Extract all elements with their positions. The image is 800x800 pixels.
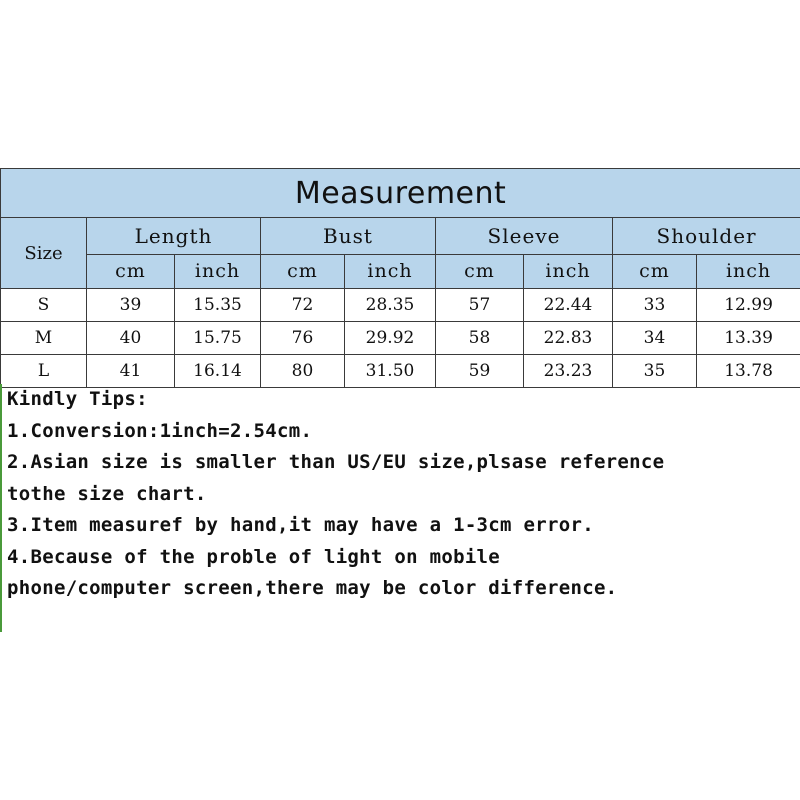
kindly-tips	[0, 384, 800, 632]
value-cell: 23.23	[524, 355, 613, 388]
unit-header-cm: cm	[613, 254, 697, 288]
value-cell: 76	[261, 322, 345, 355]
tips-heading: Kindly Tips:	[7, 388, 148, 410]
value-cell: 34	[613, 322, 697, 355]
table-title: Measurement	[1, 169, 800, 218]
tip-line: 4.Because of the proble of light on mobile	[7, 545, 501, 568]
table-row	[1, 322, 800, 355]
unit-header-inch: inch	[345, 254, 436, 288]
value-cell: 22.83	[524, 322, 613, 355]
value-cell: 13.78	[697, 355, 800, 388]
size-column-header: Size	[1, 218, 87, 289]
tip-line: 2.Asian size is smaller than US/EU size,plsase reference	[7, 451, 665, 473]
tip-line: 1.Conversion:1inch=2.54cm.	[7, 419, 313, 442]
table-row	[1, 289, 800, 322]
value-cell: 35	[613, 355, 697, 388]
value-cell: 72	[261, 289, 345, 322]
size-cell: M	[1, 322, 87, 355]
value-cell: 40	[87, 322, 175, 355]
table-row	[1, 355, 800, 388]
unit-header-inch: inch	[175, 254, 261, 288]
value-cell: 22.44	[524, 289, 613, 322]
value-cell: 39	[87, 289, 175, 322]
value-cell: 16.14	[175, 355, 261, 388]
value-cell: 31.50	[345, 355, 436, 388]
group-header-length: Length	[87, 218, 261, 255]
value-cell: 80	[261, 355, 345, 388]
tip-line: 3.Item measuref by hand,it may have a 1-3cm error.	[7, 514, 594, 536]
size-cell: S	[1, 289, 87, 322]
unit-header-cm: cm	[436, 254, 524, 288]
group-header-shoulder: Shoulder	[613, 218, 800, 255]
value-cell: 59	[436, 355, 524, 388]
unit-header-cm: cm	[87, 254, 175, 288]
value-cell: 15.35	[175, 289, 261, 322]
value-cell: 28.35	[345, 289, 436, 322]
value-cell: 58	[436, 322, 524, 355]
group-header-bust: Bust	[261, 218, 436, 255]
unit-header-inch: inch	[697, 254, 800, 288]
value-cell: 57	[436, 289, 524, 322]
size-cell: L	[1, 355, 87, 388]
size-chart	[0, 168, 800, 388]
unit-header-inch: inch	[524, 254, 613, 288]
value-cell: 29.92	[345, 322, 436, 355]
value-cell: 41	[87, 355, 175, 388]
value-cell: 13.39	[697, 322, 800, 355]
tip-line: tothe size chart.	[7, 482, 207, 505]
tip-line: phone/computer screen,there may be color difference.	[7, 577, 618, 599]
size-table	[0, 168, 800, 388]
unit-header-cm: cm	[261, 254, 345, 288]
value-cell: 33	[613, 289, 697, 322]
value-cell: 12.99	[697, 289, 800, 322]
value-cell: 15.75	[175, 322, 261, 355]
group-header-sleeve: Sleeve	[436, 218, 613, 255]
